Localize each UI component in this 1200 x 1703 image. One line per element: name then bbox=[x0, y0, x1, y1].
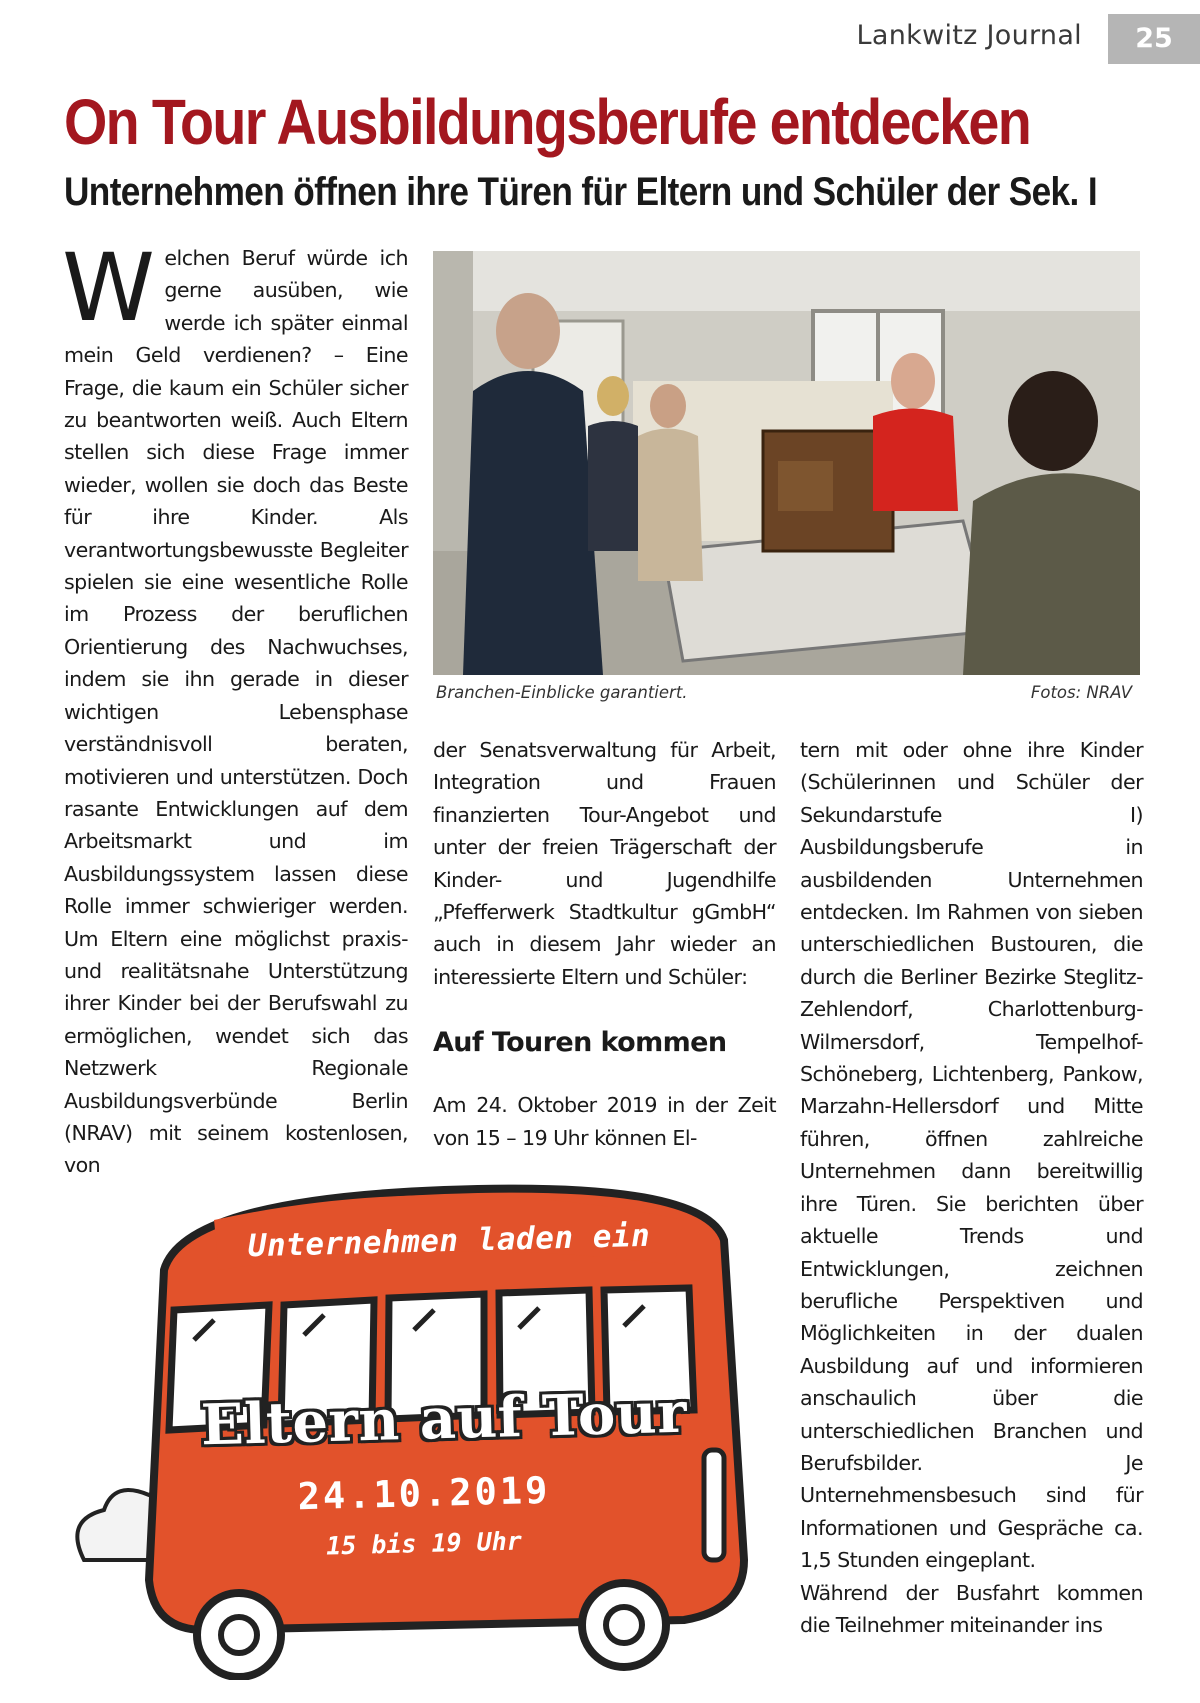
article-headline: On Tour Ausbildungsberufe entdecken bbox=[64, 86, 1031, 158]
text-column-3 bbox=[800, 734, 1143, 1641]
paragraph-bus-ride: Während der Busfahrt kommen die Teilnehmer miteinander ins bbox=[800, 1580, 1143, 1637]
journal-name: Lankwitz Journal bbox=[856, 20, 1082, 51]
bus-title: Eltern auf Tour bbox=[200, 1379, 688, 1459]
bus-door bbox=[704, 1450, 724, 1560]
page-header bbox=[0, 14, 1200, 64]
bus-date: 24.10.2019 bbox=[297, 1468, 551, 1519]
photo-credit: Fotos: NRAV bbox=[1030, 683, 1132, 702]
article-subheadline: Unternehmen öffnen ihre Türen für Eltern und Schüler der Sek. I bbox=[64, 170, 1097, 214]
bus-banner-text: Unternehmen laden ein bbox=[247, 1217, 651, 1265]
bus-graphic bbox=[44, 1180, 784, 1680]
text-column-2 bbox=[433, 734, 776, 1154]
paragraph-intro: elchen Beruf würde ich gerne ausüben, wie werde ich später einmal mein Geld verdienen? – Eine Frage, die kaum ein Schüler sicher zu beantworten weiß. Auch Eltern stellen sich diese Frage immer wieder, wollen sie doch das Beste für ihre Kinder. Als verantwortungsbewusste Begleiter spielen sie eine wesentliche Rolle im Prozess der beruflichen Orientierung des Nachwuchses, indem sie ihn gerade in dieser wichtigen Lebensphase verständnisvoll beraten, motivieren und unterstützen. Doch rasante Entwicklungen auf dem Arbeitsmarkt und im Ausbildungssystem lassen diese Rolle immer schwieriger werden. Um Eltern eine möglichst praxis- und realitätsnahe Unterstützung ihrer Kinder bei der Berufswahl zu ermöglichen, wendet sich das Netzwerk Regionale Ausbildungsverbünde Berlin (NRAV) mit seinem kostenlosen, von bbox=[64, 246, 408, 1178]
paragraph-tours: tern mit oder ohne ihre Kinder (Schülerinnen und Schüler der Sekundarstufe I) Ausbildungsberufe in ausbildenden Unternehmen entdecken. Im Rahmen von sieben unterschiedlichen Bustouren, die durch die Berliner Bezirke Steglitz-Zehlendorf, Charlottenburg-Wilmersdorf, Tempelhof-Schöneberg, Lichtenberg, Pankow, Marzahn-Hellersdorf und Mitte führen, öffnen zahlreiche Unternehmen dann bereitwillig ihre Türen. Sie berichten über aktuelle Trends und Entwicklungen, zeichnen berufliche Perspektiven und Möglichkeiten in der dualen Ausbildung auf und informieren anschaulich über die unterschiedlichen Branchen und Berufsbilder. Je Unternehmensbesuch sind für Informationen und Gespräche ca. 1,5 Stunden eingeplant. bbox=[800, 738, 1143, 1573]
page-number: 25 bbox=[1108, 14, 1200, 64]
paragraph-date: Am 24. Oktober 2019 in der Zeit von 15 – 19 Uhr können El- bbox=[433, 1093, 776, 1150]
section-heading: Auf Touren kommen bbox=[433, 1027, 727, 1059]
photo-illustration bbox=[433, 251, 1140, 675]
bus-time: 15 bis 19 Uhr bbox=[325, 1526, 523, 1561]
article-photo bbox=[433, 251, 1140, 675]
photo-caption: Branchen-Einblicke garantiert. bbox=[436, 683, 688, 702]
paragraph-senate: der Senatsverwaltung für Arbeit, Integration und Frauen finanzierten Tour-Angebot und unter der freien Trägerschaft der Kinder- und Jugendhilfe „Pfefferwerk Stadtkultur gGmbH“ auch in diesem Jahr wieder an interessierte Eltern und Schüler: bbox=[433, 738, 776, 989]
drop-cap: W bbox=[62, 234, 155, 343]
text-column-1 bbox=[62, 234, 408, 1182]
